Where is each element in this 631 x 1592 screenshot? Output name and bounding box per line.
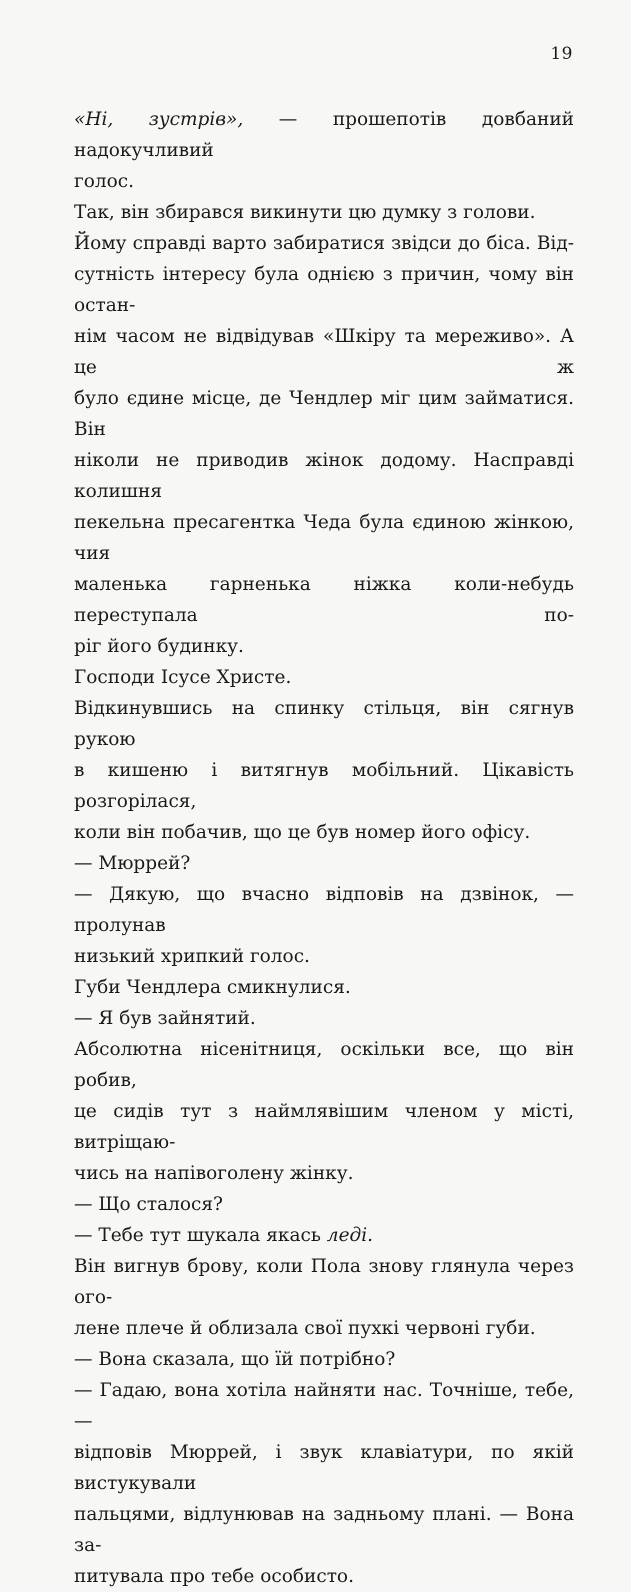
text-line bbox=[74, 445, 574, 507]
text-line bbox=[74, 1158, 574, 1189]
text-line bbox=[74, 1189, 574, 1220]
paragraph bbox=[74, 879, 574, 972]
text-run: ніколи не приводив жінок додому. Насправді колишня bbox=[74, 450, 574, 502]
paragraph bbox=[74, 1034, 574, 1189]
text-run: Йому справді варто забиратися звідси до біса. Від- bbox=[74, 233, 574, 254]
text-line bbox=[74, 1003, 574, 1034]
text-line bbox=[74, 1313, 574, 1344]
paragraph bbox=[74, 693, 574, 848]
text-run: це сидів тут з наймлявішим членом у місті, витріщаю- bbox=[74, 1101, 574, 1153]
text-run: Він вигнув брову, коли Пола знову глянула через ого- bbox=[74, 1256, 574, 1308]
page-number: 19 bbox=[550, 44, 573, 64]
paragraph bbox=[74, 197, 574, 228]
text-run: лене плече й облизала свої пухкі червоні губи. bbox=[74, 1318, 536, 1339]
text-run: — Тебе тут шукала якась bbox=[74, 1225, 327, 1246]
text-line bbox=[74, 104, 574, 166]
text-line bbox=[74, 817, 574, 848]
text-run: — прошепотів довбаний надокучливий bbox=[74, 109, 574, 161]
text-line bbox=[74, 321, 574, 383]
text-run: — Дякую, що вчасно відповів на дзвінок, — пролунав bbox=[74, 884, 574, 936]
paragraph bbox=[74, 1375, 574, 1592]
paragraph bbox=[74, 104, 574, 197]
text-run: чись на напівоголену жінку. bbox=[74, 1163, 354, 1184]
text-line bbox=[74, 1251, 574, 1313]
text-run: Губи Чендлера смикнулися. bbox=[74, 977, 351, 998]
text-run: нім часом не відвідував «Шкіру та мереживо». А це ж bbox=[74, 326, 574, 378]
paragraph bbox=[74, 1003, 574, 1034]
text-block bbox=[74, 104, 574, 1592]
text-run: — Мюррей? bbox=[74, 853, 191, 874]
text-run: ріг його будинку. bbox=[74, 636, 244, 657]
text-run: — Гадаю, вона хотіла найняти нас. Точніше, тебе, — bbox=[74, 1380, 574, 1432]
text-line bbox=[74, 1034, 574, 1096]
text-line bbox=[74, 972, 574, 1003]
text-run: голос. bbox=[74, 171, 134, 192]
text-run: пальцями, відлунював на задньому плані. — Вона за- bbox=[74, 1504, 574, 1556]
text-run: відповів Мюррей, і звук клавіатури, по якій вистукували bbox=[74, 1442, 574, 1494]
text-line bbox=[74, 197, 574, 228]
italic-text: леді. bbox=[326, 1225, 374, 1246]
text-line bbox=[74, 259, 574, 321]
text-line bbox=[74, 848, 574, 879]
text-line bbox=[74, 1344, 574, 1375]
text-line bbox=[74, 755, 574, 817]
text-line bbox=[74, 662, 574, 693]
text-line bbox=[74, 1499, 574, 1561]
text-line bbox=[74, 507, 574, 569]
text-run: — Я був зайнятий. bbox=[74, 1008, 256, 1029]
paragraph bbox=[74, 1344, 574, 1375]
text-line bbox=[74, 693, 574, 755]
text-run: маленька гарненька ніжка коли-небудь переступала по- bbox=[74, 574, 574, 626]
text-line bbox=[74, 1096, 574, 1158]
text-run: в кишеню і витягнув мобільний. Цікавість розгорілася, bbox=[74, 760, 574, 812]
text-run: — Вона сказала, що їй потрібно? bbox=[74, 1349, 396, 1370]
text-run: було єдине місце, де Чендлер міг цим займатися. Він bbox=[74, 388, 574, 440]
paragraph bbox=[74, 662, 574, 693]
text-run: Відкинувшись на спинку стільця, він сягнув рукою bbox=[74, 698, 574, 750]
text-line bbox=[74, 1375, 574, 1437]
text-line bbox=[74, 1220, 574, 1251]
text-line bbox=[74, 166, 574, 197]
text-line bbox=[74, 1561, 574, 1592]
text-run: питувала про тебе особисто. bbox=[74, 1566, 354, 1587]
text-run: — Що сталося? bbox=[74, 1194, 223, 1215]
text-run: коли він побачив, що це був номер його офісу. bbox=[74, 822, 531, 843]
paragraph bbox=[74, 228, 574, 662]
text-run: Абсолютна нісенітниця, оскільки все, що він робив, bbox=[74, 1039, 574, 1091]
paragraph bbox=[74, 1251, 574, 1344]
text-run: сутність інтересу була однією з причин, чому він остан- bbox=[74, 264, 574, 316]
text-line bbox=[74, 383, 574, 445]
text-run: низький хрипкий голос. bbox=[74, 946, 310, 967]
text-line bbox=[74, 631, 574, 662]
text-line bbox=[74, 228, 574, 259]
paragraph bbox=[74, 1220, 574, 1251]
paragraph bbox=[74, 1189, 574, 1220]
text-run: Так, він збирався викинути цю думку з голови. bbox=[74, 202, 536, 223]
paragraph bbox=[74, 972, 574, 1003]
text-line bbox=[74, 879, 574, 941]
text-run: пекельна пресагентка Чеда була єдиною жінкою, чия bbox=[74, 512, 574, 564]
italic-text: «Ні, зустрів», bbox=[74, 109, 244, 130]
text-line bbox=[74, 1437, 574, 1499]
text-line bbox=[74, 941, 574, 972]
paragraph bbox=[74, 848, 574, 879]
text-run: Господи Ісусе Христе. bbox=[74, 667, 292, 688]
text-line bbox=[74, 569, 574, 631]
